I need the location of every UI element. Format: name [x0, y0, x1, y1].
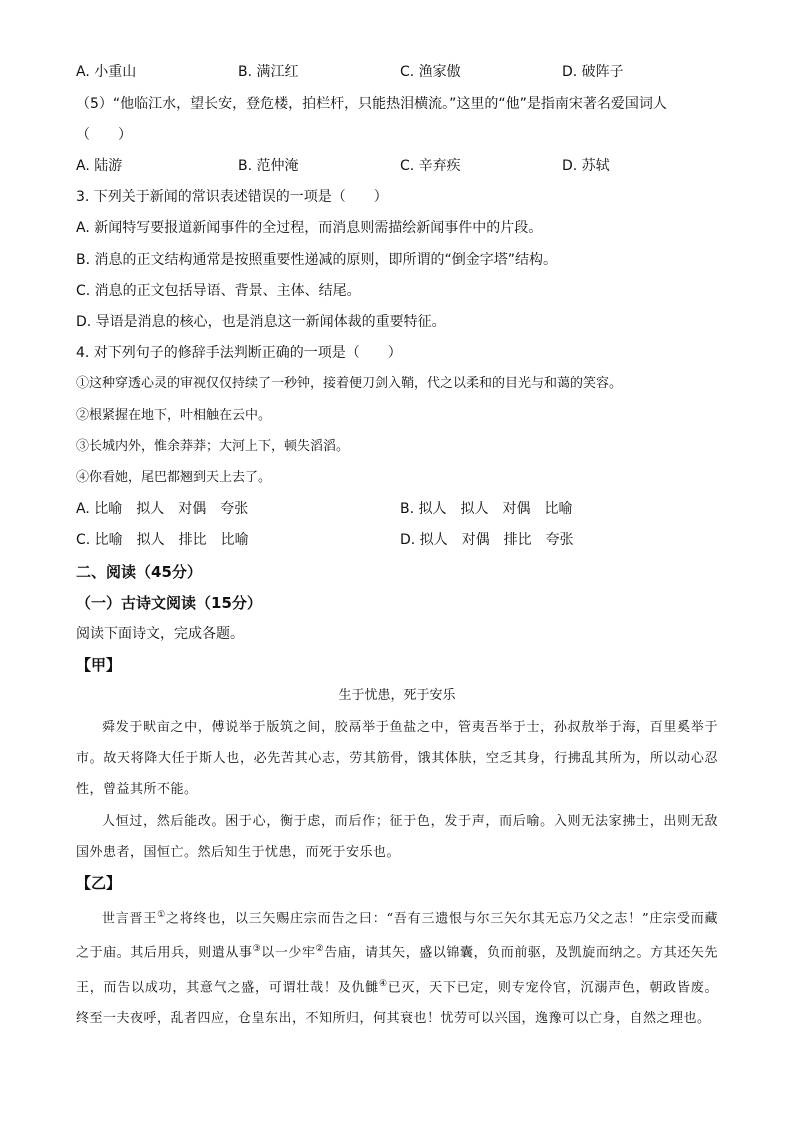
q3-option-c: C. 消息的正文包括导语、背景、主体、结尾。: [76, 283, 361, 299]
q3-option-b: B. 消息的正文结构通常是按照重要性递减的原则，即所谓的“倒金字塔”结构。: [76, 252, 558, 268]
passage-jia-title: 生于忧患，死于安乐: [338, 688, 456, 703]
q4-sentence-1: ①这种穿透心灵的审视仅仅持续了一秒钟，接着便刀剑入鞘，代之以柔和的目光与和蔼的笑容。: [76, 376, 623, 391]
q2-5-option-a: A. 陆游: [76, 158, 123, 174]
q2-5-option-d: D. 苏轼: [562, 158, 610, 174]
q2-4-option-c: C. 渔家傲: [400, 64, 461, 80]
q4-option-d: D. 拟人 对偶 排比 夸张: [400, 532, 574, 548]
passage-jia-paragraph-2: 人恒过，然后能改。困于心，衡于虑，而后作；征于色，发于声，而后喻。入则无法家拂士，出则无敌国外患者，国恒亡。然后知生于忧患，而死于安乐也。: [76, 814, 718, 860]
q4-sentence-2: ②根紧握在地下，叶相触在云中。: [76, 408, 272, 423]
q4-option-c: C. 比喻 拟人 排比 比喻: [76, 532, 249, 548]
yi-text-part-1: 世言晋王: [102, 911, 158, 927]
q4-sentence-4: ④你看她，尾巴都翘到天上去了。: [76, 470, 272, 485]
q3-stem: 3. 下列关于新闻的常识表述错误的一项是（ ）: [76, 189, 388, 205]
q3-option-d: D. 导语是消息的核心，也是消息这一新闻体裁的重要特征。: [76, 314, 446, 330]
note-3-marker: ③: [252, 944, 262, 955]
q2-4-option-b: B. 满江红: [238, 64, 299, 80]
q2-5-paren: （ ）: [76, 127, 132, 143]
note-2-marker: ②: [315, 944, 325, 955]
q2-5-stem: （5）“他临江水，望长安，登危楼，拍栏杆，只能热泪横流。”这里的“他”是指南宋著名爱国词人: [76, 96, 667, 112]
passage-jia-paragraph-1: 舜发于畎亩之中，傅说举于版筑之间，胶鬲举于鱼盐之中，管夷吾举于士，孙叔敖举于海，百里奚举于市。故天将降大任于斯人也，必先苦其心志，劳其筋骨，饿其体肤，空乏其身，行拂乱其所为，所以动心忍性，曾益其所不能。: [76, 720, 718, 797]
note-4-marker: ④: [378, 978, 388, 989]
q2-4-option-d: D. 破阵子: [562, 64, 624, 80]
passage-yi-label: 【乙】: [76, 874, 122, 892]
yi-text-part-2: 之将终也，以三矢赐庄宗而告之曰：“吾有三遗恨与尔三矢尔其无忘乃父之志！”庄宗受而藏之于庙。其后用兵，则遣从事: [76, 911, 718, 961]
q2-5-option-b: B. 范仲淹: [238, 158, 299, 174]
note-1-marker: ①: [157, 910, 166, 920]
reading-instruction: 阅读下面诗文，完成各题。: [76, 626, 244, 642]
yi-text-part-5: 已灭，天下已定，则专宠伶官，沉溺声色，朝政皆废。终至一夫夜呼，乱者四应，仓皇东出，不知所归，何其衰也！忧劳可以兴国，逸豫可以亡身，自然之理也。: [76, 979, 718, 1026]
q3-option-a: A. 新闻特写要报道新闻事件的全过程，而消息则需描绘新闻事件中的片段。: [76, 220, 543, 236]
passage-yi-text: [76, 900, 718, 1056]
q4-sentence-3: ③长城内外，惟余莽莽；大河上下，顿失滔滔。: [76, 439, 350, 454]
q4-option-b: B. 拟人 拟人 对偶 比喻: [400, 501, 573, 517]
q4-option-a: A. 比喻 拟人 对偶 夸张: [76, 501, 249, 517]
q2-5-option-c: C. 辛弃疾: [400, 158, 461, 174]
q2-4-option-a: A. 小重山: [76, 64, 137, 80]
passage-jia-label: 【甲】: [76, 656, 122, 674]
yi-text-part-4: 告庙，请其矢，盛以锦囊，负而前驱，及凯旋而纳之。方其还矢先王，而告以成功，其意气之盛，可谓壮哉！及仇雠: [76, 945, 718, 995]
subsection-1-title: （一）古诗文阅读（15分）: [76, 594, 262, 612]
yi-text-part-3: 以一少牢: [261, 945, 316, 961]
section-2-title: 二、阅读（45分）: [76, 563, 202, 581]
q4-stem: 4. 对下列句子的修辞手法判断正确的一项是（ ）: [76, 345, 402, 361]
